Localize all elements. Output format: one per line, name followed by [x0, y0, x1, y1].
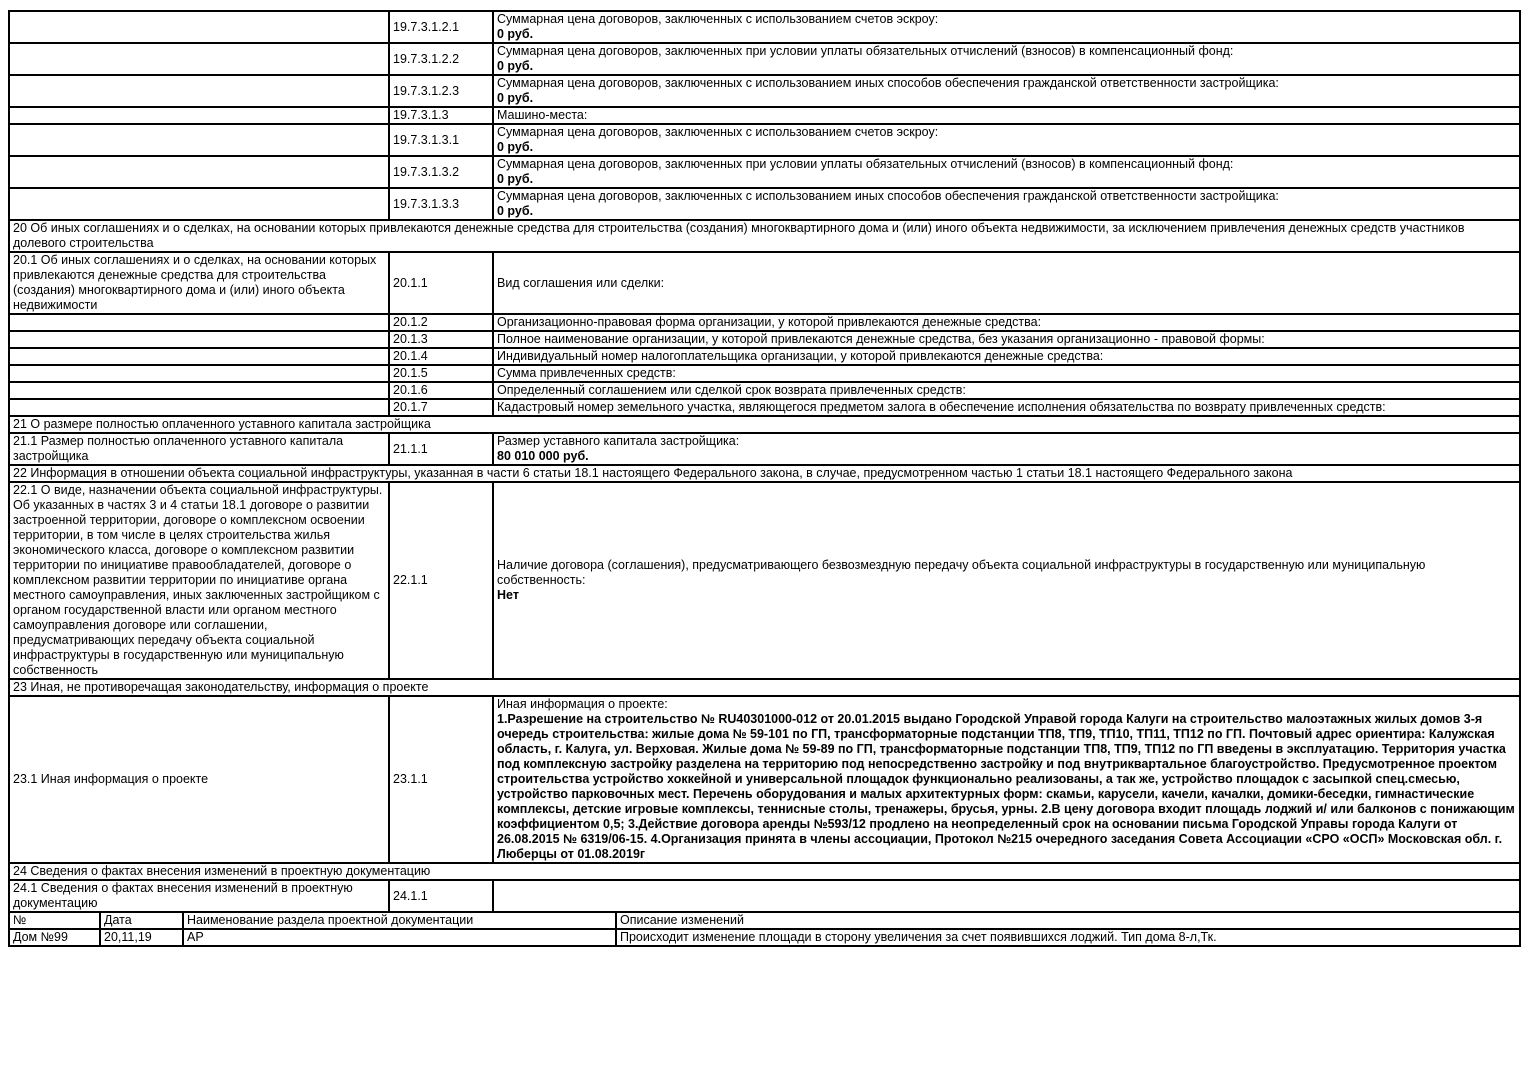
row-description-cell [9, 348, 389, 365]
row-code-cell: 20.1.5 [389, 365, 493, 382]
row-label: Наличие договора (соглашения), предусматривающего безвозмездную передачу объекта социальной инфраструктуры в государственную или муниципальную собственность: [497, 558, 1426, 587]
row-description-cell [9, 331, 389, 348]
changes-table [8, 911, 1521, 947]
changes-header-description: Описание изменений [616, 912, 1520, 929]
row-code-cell: 19.7.3.1.3 [389, 107, 493, 124]
row-content-cell [493, 314, 1520, 331]
row-description-cell [9, 124, 389, 156]
row-content-cell [493, 348, 1520, 365]
section-header: 20 Об иных соглашениях и о сделках, на основании которых привлекаются денежные средства для строительства (создания) многоквартирного дома и (или) иного объекта недвижимости, за исключением привлечения денежных средств участников долевого строительства [9, 220, 1520, 252]
row-code-cell: 20.1.6 [389, 382, 493, 399]
row-content-cell [493, 382, 1520, 399]
row-value: 0 руб. [497, 172, 534, 186]
row-label: Суммарная цена договоров, заключенных при условии уплаты обязательных отчислений (взносов) в компенсационный фонд: [497, 157, 1234, 171]
table-row [9, 188, 1520, 220]
row-content-cell [493, 156, 1520, 188]
row-value: 0 руб. [497, 140, 534, 154]
row-content-cell [493, 107, 1520, 124]
row-description-cell [9, 11, 389, 43]
table-row [9, 11, 1520, 43]
row-value: 0 руб. [497, 59, 534, 73]
table-row [9, 75, 1520, 107]
row-description-cell [9, 43, 389, 75]
row-description-cell: 21.1 Размер полностью оплаченного уставного капитала застройщика [9, 433, 389, 465]
row-code-cell: 23.1.1 [389, 696, 493, 863]
row-label: Кадастровый номер земельного участка, являющегося предметом залога в обеспечение исполнения обязательства по возврату привлеченных средств: [497, 400, 1386, 414]
table-row [9, 348, 1520, 365]
row-code-cell: 19.7.3.1.2.3 [389, 75, 493, 107]
table-row [9, 314, 1520, 331]
section-header: 24 Сведения о фактах внесения изменений в проектную документацию [9, 863, 1520, 880]
row-description-cell: 22.1 О виде, назначении объекта социальной инфраструктуры. Об указанных в частях 3 и 4 статьи 18.1 договоре о развитии застроенной территории, договоре о комплексном освоении территории, в том числе в целях строительства жилья экономического класса, договоре о комплексном развитии территории по инициативе правообладателей, договоре о комплексном развитии территории по инициативе органа местного самоуправления, иных заключенных застройщиком с органом государственной власти или органом местного самоуправления договоре или соглашении, предусматривающих передачу объекта социальной инфраструктуры в государственную или муниципальную собственность [9, 482, 389, 679]
row-content-cell [493, 75, 1520, 107]
row-code-cell: 19.7.3.1.3.1 [389, 124, 493, 156]
changes-header-row [9, 912, 1520, 929]
table-row [9, 382, 1520, 399]
row-description-cell [9, 382, 389, 399]
section-row [9, 679, 1520, 696]
row-value: 0 руб. [497, 91, 534, 105]
row-content-cell [493, 124, 1520, 156]
row-description-cell [9, 365, 389, 382]
row-description-cell: 23.1 Иная информация о проекте [9, 696, 389, 863]
row-code-cell: 19.7.3.1.3.3 [389, 188, 493, 220]
row-label: Суммарная цена договоров, заключенных с использованием иных способов обеспечения гражданской ответственности застройщика: [497, 189, 1279, 203]
row-content-cell [493, 696, 1520, 863]
row-value: Нет [497, 588, 519, 602]
row-content-cell [493, 188, 1520, 220]
section-row [9, 220, 1520, 252]
section-header: 21 О размере полностью оплаченного уставного капитала застройщика [9, 416, 1520, 433]
section-row [9, 416, 1520, 433]
row-label: Индивидуальный номер налогоплательщика организации, у которой привлекаются денежные средства: [497, 349, 1104, 363]
row-code-cell: 19.7.3.1.2.2 [389, 43, 493, 75]
row-value: 0 руб. [497, 27, 534, 41]
row-content-cell [493, 482, 1520, 679]
row-code-cell: 20.1.1 [389, 252, 493, 314]
row-label: Суммарная цена договоров, заключенных при условии уплаты обязательных отчислений (взносов) в компенсационный фонд: [497, 44, 1234, 58]
row-label: Организационно-правовая форма организации, у которой привлекаются денежные средства: [497, 315, 1042, 329]
row-label: Суммарная цена договоров, заключенных с использованием иных способов обеспечения гражданской ответственности застройщика: [497, 76, 1279, 90]
changes-data-row [9, 929, 1520, 946]
row-code-cell: 19.7.3.1.3.2 [389, 156, 493, 188]
table-row [9, 696, 1520, 863]
section-row [9, 863, 1520, 880]
row-content-cell [493, 331, 1520, 348]
row-content-cell [493, 11, 1520, 43]
table-row [9, 124, 1520, 156]
table-row [9, 156, 1520, 188]
table-row [9, 880, 1520, 912]
declaration-table [8, 10, 1521, 913]
row-label: Вид соглашения или сделки: [497, 275, 665, 290]
changes-cell-description: Происходит изменение площади в сторону увеличения за счет появившихся лоджий. Тип дома 8-л,Тк. [616, 929, 1520, 946]
row-description-cell: 24.1 Сведения о фактах внесения изменений в проектную документацию [9, 880, 389, 912]
row-value: 0 руб. [497, 204, 534, 218]
section-header: 23 Иная, не противоречащая законодательству, информация о проекте [9, 679, 1520, 696]
row-code-cell: 22.1.1 [389, 482, 493, 679]
row-value: 1.Разрешение на строительство № RU40301000-012 от 20.01.2015 выдано Городской Управой города Калуги на строительство малоэтажных жилых домов 3-я очередь строительства: жилые дома № 59-101 по ГП, трансформаторные подстанции ТП8, ТП9, ТП10, ТП11, ТП12 по ГП. Почтовый адрес ориентира: Калужская область, г. Калуга, ул. Верховая. Жилые дома № 59-89 по ГП, трансформаторные подстанции ТП8, ТП9, ТП12 по ГП введены в эксплуатацию. Территория участка под комплексную застройку разделена на территорию под непосредственно застройку и под внутриквартальное благоустройство. Предусмотренное проектом строительства устройство хоккейной и универсальной площадок функционально реализованы, а так же, устройство площадок с засыпкой спец.смесью, устройство парковочных мест. Перечень оборудования и малых архитектурных форм: скамьи, карусели, качели, качалки, домики-беседки, гимнастические комплексы, детские игровые комплексы, теннисные столы, тренажеры, брусья, урны. 2.В цену договора входит площадь лоджий и/ или балконов с понижающим коэффициентом 0,5; 3.Действие договора аренды №593/12 продлено на неопределенный срок на основании письма Городской Управы города Калуги от 26.08.2015 № 6319/06-15. 4.Организация принята в члены ассоциации, Протокол №215 очередного заседания Совета Ассоциации «СРО «ОСП» Московская обл. г. Люберцы от 01.08.2019г [497, 712, 1515, 861]
row-label: Размер уставного капитала застройщика: [497, 434, 740, 448]
row-code-cell: 24.1.1 [389, 880, 493, 912]
row-label: Сумма привлеченных средств: [497, 366, 676, 380]
row-content-cell [493, 399, 1520, 416]
row-description-cell [9, 156, 389, 188]
row-content-cell [493, 252, 1520, 314]
table-row [9, 482, 1520, 679]
row-value: 80 010 000 руб. [497, 449, 589, 463]
section-header: 22 Информация в отношении объекта социальной инфраструктуры, указанная в части 6 статьи 18.1 настоящего Федерального закона, в случае, предусмотренном частью 1 статьи 18.1 настоящего Федерального закона [9, 465, 1520, 482]
table-row [9, 399, 1520, 416]
row-code-cell: 20.1.2 [389, 314, 493, 331]
row-code-cell: 19.7.3.1.2.1 [389, 11, 493, 43]
row-label: Суммарная цена договоров, заключенных с использованием счетов эскроу: [497, 12, 939, 26]
table-row [9, 365, 1520, 382]
table-row [9, 331, 1520, 348]
table-row [9, 433, 1520, 465]
row-description-cell [9, 399, 389, 416]
row-label: Определенный соглашением или сделкой срок возврата привлеченных средств: [497, 383, 966, 397]
row-description-cell [9, 188, 389, 220]
row-label: Полное наименование организации, у которой привлекаются денежные средства, без указания организационно - правовой формы: [497, 332, 1265, 346]
changes-header-date: Дата [100, 912, 183, 929]
row-content-cell [493, 880, 1520, 912]
row-description-cell [9, 314, 389, 331]
table-row [9, 43, 1520, 75]
row-label: Суммарная цена договоров, заключенных с использованием счетов эскроу: [497, 125, 939, 139]
row-description-cell [9, 75, 389, 107]
changes-header-number: № [9, 912, 100, 929]
changes-cell-section-name: АР [183, 929, 616, 946]
row-content-cell [493, 43, 1520, 75]
row-content-cell [493, 365, 1520, 382]
table-row [9, 107, 1520, 124]
row-content-cell [493, 433, 1520, 465]
section-row [9, 465, 1520, 482]
row-label: Иная информация о проекте: [497, 697, 668, 711]
changes-header-section-name: Наименование раздела проектной документации [183, 912, 616, 929]
changes-cell-number: Дом №99 [9, 929, 100, 946]
table-row [9, 252, 1520, 314]
row-description-cell: 20.1 Об иных соглашениях и о сделках, на основании которых привлекаются денежные средства для строительства (создания) многоквартирного дома и (или) иного объекта недвижимости [9, 252, 389, 314]
row-label: Машино-места: [497, 108, 588, 122]
row-code-cell: 21.1.1 [389, 433, 493, 465]
row-code-cell: 20.1.7 [389, 399, 493, 416]
row-code-cell: 20.1.3 [389, 331, 493, 348]
changes-cell-date: 20,11,19 [100, 929, 183, 946]
row-code-cell: 20.1.4 [389, 348, 493, 365]
row-description-cell [9, 107, 389, 124]
